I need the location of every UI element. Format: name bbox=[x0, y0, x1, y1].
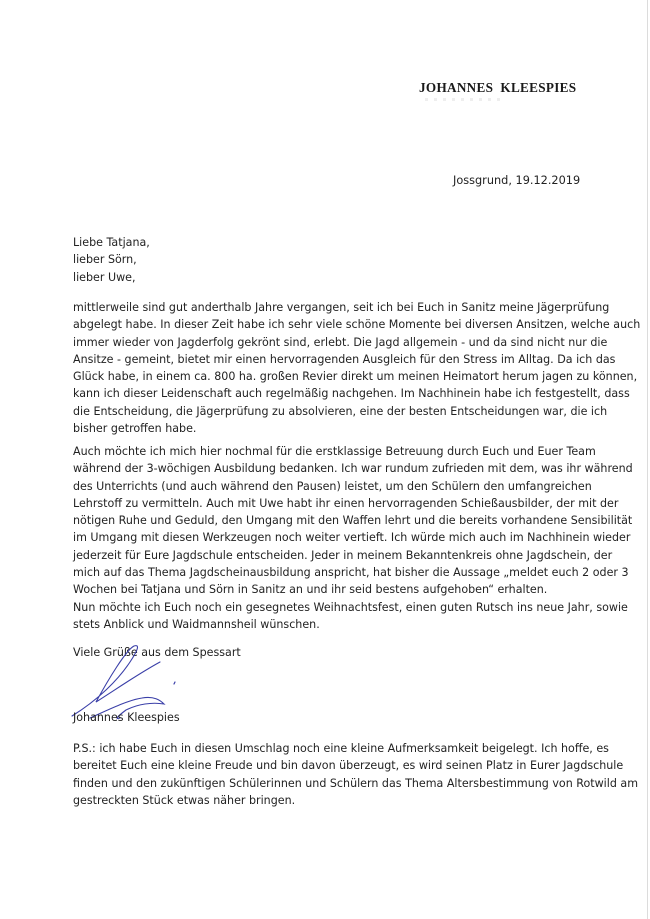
closing-line: Viele Grüße aus dem Spessart bbox=[73, 646, 241, 659]
paragraph-line: bisher getroffen habe. bbox=[73, 422, 197, 436]
postscript bbox=[73, 740, 639, 809]
paragraph-line: mich auf das Thema Jagdscheinausbildung anspricht, hat bisher die Aussage „meldet euch 2 oder 3 bbox=[73, 566, 629, 580]
paragraph-2 bbox=[73, 443, 633, 599]
paragraph-line: abgelegt habe. In dieser Zeit habe ich sehr viele schöne Momente bei diversen Ansitzen, welche auch bbox=[73, 318, 641, 332]
page-edge-line bbox=[647, 0, 648, 919]
paragraph-line: Glück habe, in einem ca. 800 ha. großen Revier direkt um meinen Heimatort herum jagen zu können, bbox=[73, 370, 638, 384]
paragraph-line: im Umgang mit diesen Werkzeugen noch weiter vertieft. Ich würde mich auch im Nachhinein wieder bbox=[73, 531, 631, 545]
salutation-line: lieber Uwe, bbox=[73, 270, 136, 284]
paragraph-3 bbox=[73, 599, 628, 634]
paragraph-line: während der 3-wöchigen Ausbildung bedanken. Ich war rundum zufrieden mit dem, was ihr während bbox=[73, 462, 633, 476]
paragraph-line: immer wieder von Jagderfolg gekrönt sind, erlebt. Die Jagd allgemein - und da sind nicht nur die bbox=[73, 335, 608, 349]
paragraph-1 bbox=[73, 299, 641, 437]
paragraph-line: Nun möchte ich Euch noch ein gesegnetes Weihnachtsfest, einen guten Rutsch ins neue Jahr, sowie bbox=[73, 601, 628, 614]
date-line: Jossgrund, 19.12.2019 bbox=[453, 174, 581, 187]
letterhead-faint-address bbox=[425, 98, 505, 101]
paragraph-line: mittlerweile sind gut anderthalb Jahre vergangen, seit ich bei Euch in Sanitz meine Jägerprüfung bbox=[73, 301, 610, 314]
salutation bbox=[73, 234, 613, 286]
paragraph-line: nötigen Ruhe und Geduld, den Umgang mit den Waffen lehrt und die bereits vorhandene Sensibilität bbox=[73, 514, 633, 528]
paragraph-line: kann ich dieser Leidenschaft auch regelmäßig nachgehen. Im Nachhinein habe ich festgestellt, dass bbox=[73, 387, 630, 401]
paragraph-line: stets Anblick und Waidmannsheil wünschen. bbox=[73, 618, 320, 632]
paragraph-line: Lehrstoff zu vermitteln. Auch mit Uwe habt ihr einen hervorragenden Schießausbilder, der mit der bbox=[73, 496, 619, 510]
salutation-line: lieber Sörn, bbox=[73, 253, 137, 267]
letterhead-name: JOHANNES KLEESPIES bbox=[419, 80, 577, 95]
paragraph-line: die Entscheidung, die Jägerprüfung zu absolvieren, eine der besten Entscheidungen war, die ich bbox=[73, 404, 608, 418]
postscript-line: bereitet Euch eine kleine Freude und bin davon überzeugt, es wird seinen Platz in Eurer Jagdschule bbox=[73, 759, 624, 773]
paragraph-line: des Unterrichts (und auch während den Pausen) leistet, um den Schülern den umfangreichen bbox=[73, 479, 592, 493]
signature-name: Johannes Kleespies bbox=[73, 711, 180, 724]
postscript-line: finden und den zukünftigen Schülerinnen und Schülern das Thema Altersbestimmung von Rotwild am bbox=[73, 776, 639, 790]
paragraph-line: Ansitze - gemeint, bietet mir einen hervorragenden Ausgleich für den Stress im Alltag. Da ich das bbox=[73, 352, 616, 366]
paragraph-line: Auch möchte ich mich hier nochmal für die erstklassige Betreuung durch Euch und Euer Team bbox=[73, 445, 596, 458]
postscript-line: P.S.: ich habe Euch in diesen Umschlag noch eine kleine Aufmerksamkeit beigelegt. Ich hoffe, es bbox=[73, 742, 609, 755]
paragraph-line: jederzeit für Eure Jagdschule entscheiden. Jeder in meinem Bekanntenkreis ohne Jagdschein, der bbox=[73, 548, 613, 562]
salutation-line: Liebe Tatjana, bbox=[73, 236, 150, 249]
postscript-line: gestreckten Stück etwas näher bringen. bbox=[73, 793, 296, 807]
handwritten-signature-icon bbox=[68, 640, 188, 720]
paragraph-line: Wochen bei Tatjana und Sörn in Sanitz an und ihr seid bestens aufgehoben“ erhalten. bbox=[73, 583, 548, 597]
